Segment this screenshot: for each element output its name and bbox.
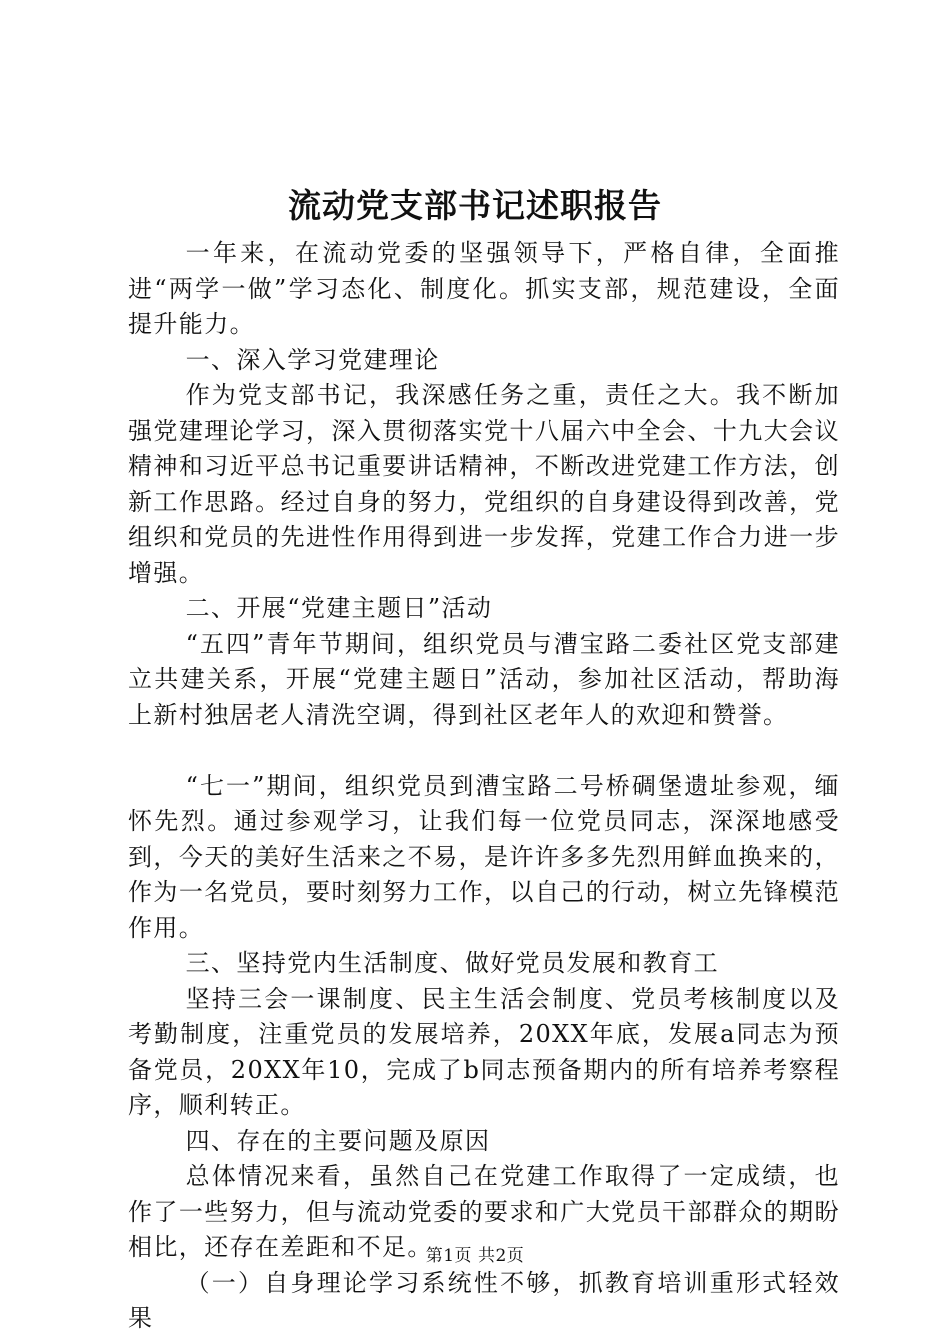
document-title: 流动党支部书记述职报告 <box>288 186 662 225</box>
section-heading-2: 二、开展“党建主题日”活动 <box>185 594 493 622</box>
page-footer: 第1页 共2页 <box>425 1246 525 1266</box>
section-heading-3: 三、坚持党内生活制度、做好党员发展和教育工 <box>185 949 719 977</box>
section-heading-1: 一、深入学习党建理论 <box>185 345 440 374</box>
section-3-paragraph: 坚持三会一课制度、民主生活会制度、党员考核制度以及考勤制度，注重党员的发展培养，20XX年底，发展a同志为预备党员，20XX年10，完成了b同志预备期内的所有培养考察程序，顺利转正。 <box>128 984 840 1119</box>
section-2-paragraph-1: “五四”青年节期间，组织党员与漕宝路二委社区党支部建立共建关系，开展“党建主题日”活动，参加社区活动，帮助海上新村独居老人清洗空调，得到社区老年人的欢迎和赞誉。 <box>128 629 840 729</box>
section-4-paragraph: 总体情况来看，虽然自己在党建工作取得了一定成绩，也作了一些努力，但与流动党委的要求和广大党员干部群众的期盼相比，还存在差距和不足。 <box>128 1162 840 1261</box>
subsection-heading-1: （一）自身理论学习系统性不够，抓教育培训重形式轻效果 <box>128 1268 840 1332</box>
paragraph-gap <box>128 733 840 769</box>
section-1-paragraph: 作为党支部书记，我深感任务之重，责任之大。我不断加强党建理论学习，深入贯彻落实党十八届六中全会、十九大会议精神和习近平总书记重要讲话精神，不断改进党建工作方法，创新工作思路。经过自身的努力，党组织的自身建设得到改善，党组织和党员的先进性作用得到进一步发挥，党建工作合力进一步增强。 <box>128 381 840 587</box>
intro-paragraph: 一年来，在流动党委的坚强领导下，严格自律，全面推进“两学一做”学习态化、制度化。抓实支部，规范建设，全面提升能力。 <box>128 239 840 338</box>
section-2-paragraph-2: “七一”期间，组织党员到漕宝路二号桥碉堡遗址参观，缅怀先烈。通过参观学习，让我们每一位党员同志，深深地感受到，今天的美好生活来之不易，是许许多多先烈用鲜血换来的，作为一名党员，要时刻努力工作，以自己的行动，树立先锋模范作用。 <box>128 771 840 942</box>
document-body <box>128 236 840 1337</box>
section-heading-4: 四、存在的主要问题及原因 <box>185 1126 491 1155</box>
